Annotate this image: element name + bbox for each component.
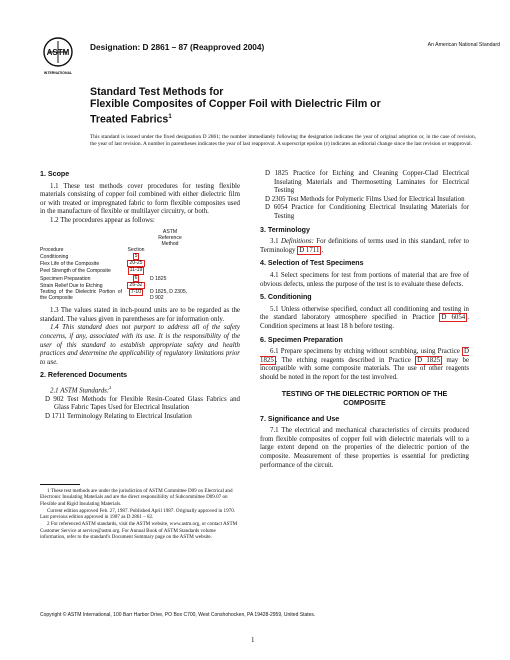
referenced-intro: 2.1 ASTM Standards:$^2$ [50,384,112,395]
svg-text:INTERNATIONAL: INTERNATIONAL [43,71,73,75]
table-header-procedure: Procedure [40,246,64,253]
reference-link-d6054[interactable]: D 6054 [441,314,466,322]
preparation-6-1: 6.1 Prepare specimens by etching without scrubbing, using Practice D 1825 . The etching reagents described in Practice D 1825 may be incompatible with some composite materials. The use of other reagents should be noted in the report for the test involved. [260,348,470,381]
reference-item: D 2305 Test Methods for Polymeric Films Used for Electrical Insulation [265,195,465,203]
footnote-rule [40,484,80,485]
reference-link-d1825[interactable]: D 1825 [417,356,441,364]
section-link[interactable]: 20-25 [129,260,143,267]
table-row: Conditioning 5 [40,252,138,261]
designation: Designation: D 2861 – 87 (Reapproved 2004) [90,42,265,52]
scope-1-3: 1.3 The values stated in inch-pound units are to be regarded as the standard. The values given in parentheses are for information only. [40,307,240,323]
right-column [260,170,469,470]
reference-link-d1825[interactable]: D 1825 [260,348,469,364]
svg-text:ASTM: ASTM [46,48,70,57]
astm-logo [40,35,76,77]
national-standard-label: An American National Standard [427,42,500,48]
title-line-3: Treated Fabrics$^1$ [90,113,172,126]
section-link[interactable]: 11-19 [129,267,143,274]
reference-item: D 1825 Practice for Etching and Cleaning Copper-Clad Electrical Insulating Materials and Thermosetting Laminates for Electrical Testing [265,170,469,195]
page-number: 1 [251,636,255,644]
section-heading-preparation: 6. Specimen Preparation [260,335,343,344]
table-header-section: Section [127,246,145,253]
scope-1-4: 1.4 This standard does not purport to address all of the safety concerns, if any, associated with its use. It is the responsibility of the user of this standard to establish appropriate safety and health practices and determine the applicability of regulatory limitations prior to use. [40,324,240,366]
title-line-2: Flexible Composites of Copper Foil with Dielectric Film or [90,98,381,111]
table-row: Strain Relief Due to Etching 26-32 [40,281,143,289]
title-line-1: Standard Test Methods for [90,86,224,98]
document-title [90,86,490,126]
footnotes [40,484,240,541]
scope-1-2: 1.2 The procedures appear as follows: [50,216,155,224]
scope-1-1: 1.1 These test methods cover procedures for testing flexible materials consisting of copper foil combined with either dielectric film or with treated or impregnated fabric to form flexible composites used in the manufacture of flexible or multilayer circuitry, or both. [40,182,240,216]
footnote-2: 2 For referenced ASTM standards, visit the ASTM website, www.astm.org, or contact ASTM Customer Service at service@astm.org. For Annual Book of ASTM Standards volume information, refer to the standard's Document Summary page on the ASTM website. [40,521,238,541]
section-heading-scope: 1. Scope [40,170,70,178]
reference-item: D 1711 Terminology Relating to Electrical Insulation [45,412,192,420]
significance-7-1: 7.1 The electrical and mechanical characteristics of circuits produced from flexible composites of copper foil with dielectric materials will to a large extent depend on the properties of the dielectric portion of the composite. Measurement of these properties is essential for predicting performance of the circuit. [260,427,469,469]
title-footnote-ref[interactable]: 1 [168,113,172,120]
table-header-astm: ASTM Reference Method [158,228,182,247]
section-link[interactable]: 6 [134,274,138,281]
section-heading-terminology: 3. Terminology [260,225,310,234]
section-heading-significance: 7. Significance and Use [260,414,340,423]
dielectric-testing-heading: TESTING OF THE DIELECTRIC PORTION OF THE COMPOSITE [281,390,448,408]
table-row: Flex Life of the Composite 20-25 [40,260,143,268]
footnote-ref[interactable]: 2 [109,384,112,390]
section-heading-referenced: 2. Referenced Documents [40,371,128,380]
copyright-notice: Copyright © ASTM International, 100 Barr Harbor Drive, PO Box C700, West Conshohocken, PA 19428-2959, United States. [40,612,316,618]
selection-4-1: 4.1 Select specimens for test from portions of material that are free of obvious defects, unless the purpose of the test is to evaluate these defects. [260,271,469,288]
left-column [40,170,240,422]
section-heading-selection: 4. Selection of Test Specimens [260,259,364,268]
table-row: Testing of the Dielectric Portion of the Composite 7-10 D 1825, D 2305, D 902 [40,288,188,302]
terminology-3-1: 3.1 Definitions: For definitions of terms used in this standard, refer to Terminology D 1711 . [260,238,469,254]
section-link[interactable]: 7-10 [130,288,142,295]
footnote-1b: Current edition approved Feb. 27, 1987. Published April 1987. Originally approved in 1970. Last previous edition approved in 1987 as D 2861 – 82. [40,507,236,521]
section-link[interactable]: 26-32 [129,281,143,288]
reference-item: D 902 Test Methods for Flexible Resin-Coated Glass Fabrics and Glass Fabric Tapes Used for Electrical Insulation [45,395,240,412]
table-row: Specimen Preparation 6 D 1825 [40,274,167,282]
section-heading-conditioning: 5. Conditioning [260,293,312,302]
procedures-table [40,229,190,302]
section-link[interactable]: 5 [134,252,138,259]
footnote-1: 1 These test methods are under the jurisdiction of ASTM Committee D09 on Electrical and Electronic Insulating Materials and are the direct responsibility of Subcommittee D09.07 on Flexible and Rigid Insulating Materials. [40,488,233,507]
reference-link-d1711[interactable]: D 1711 [299,246,320,254]
reference-item: D 6054 Practice for Conditioning Electrical Insulating Materials for Testing [265,204,469,220]
issue-note: This standard is issued under the fixed designation D 2861; the number immediately following the designation indicates the year of original adoption or, in the case of revision, the year of last revision. A number in parentheses indicates the year of last reapproval. A superscript epsilon (ε) indicates an editorial change since the last revision or reapproval. [90,134,476,148]
conditioning-5-1: 5.1 Unless otherwise specified, conduct all conditioning and testing in the standard laboratory atmosphere specified in Practice D 6054 . Condition specimens at least 18 h before testing. [260,305,469,330]
table-row: Peel Strength of the Composite 11-19 [40,267,143,275]
